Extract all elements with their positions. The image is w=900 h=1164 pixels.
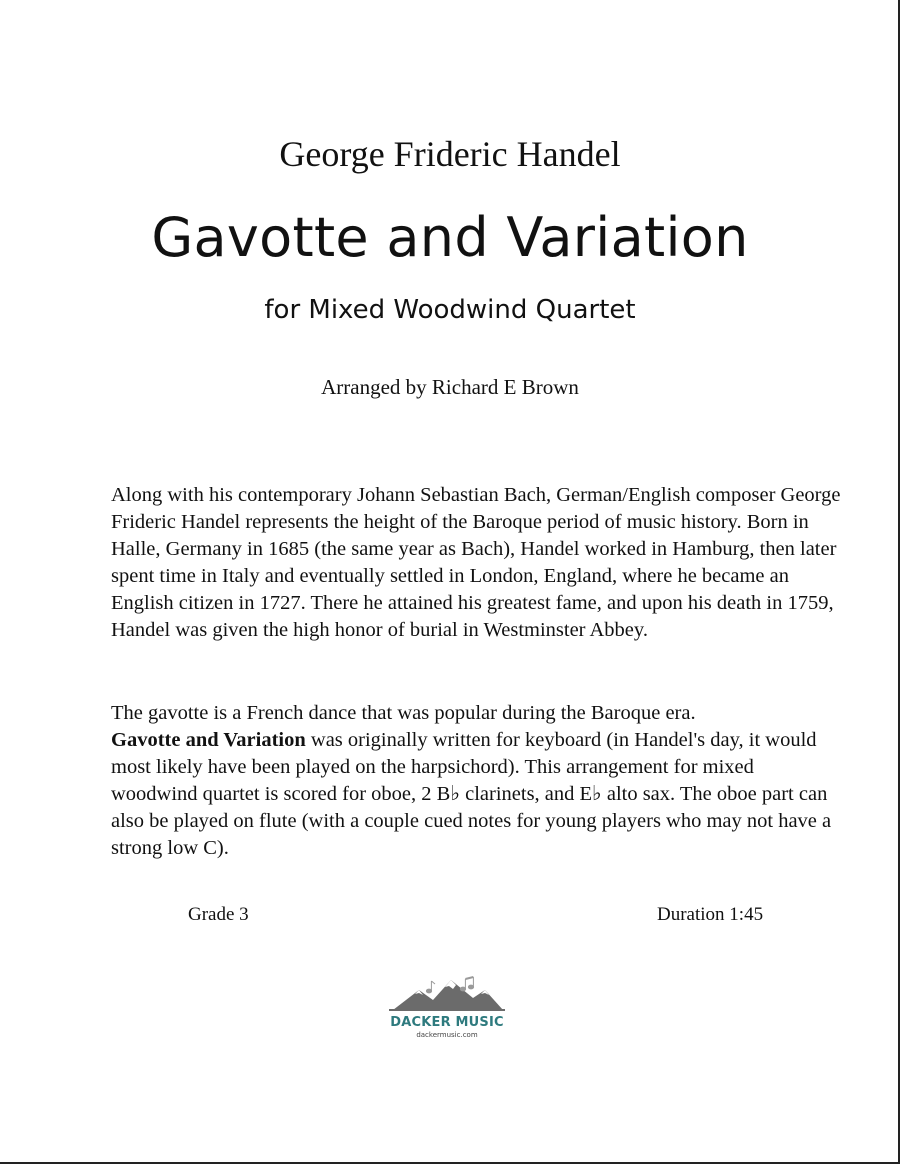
mountain-music-notes-icon [389, 976, 505, 1014]
description-bold-title: Gavotte and Variation [111, 729, 306, 751]
publisher-name: DACKER MUSIC [390, 1015, 504, 1030]
piece-title: Gavotte and Variation [151, 206, 749, 269]
publisher-logo [385, 976, 509, 1046]
duration-label: Duration 1:45 [657, 904, 764, 925]
description-paragraph [111, 700, 841, 862]
arranger-credit: Arranged by Richard E Brown [321, 375, 579, 399]
instrumentation-subtitle: for Mixed Woodwind Quartet [264, 295, 636, 325]
biography-paragraph: Along with his contemporary Johann Sebastian Bach, German/English composer George Frideric Handel represents the height of the Baroque period of music history. Born in Halle, Germany in 1685 (the same year as Bach), Handel worked in Hamburg, then later spent time in Italy and eventually settled in London, England, where he became an English citizen in 1727. There he attained his greatest fame, and upon his death in 1759, Handel was given the high honor of burial in Westminster Abbey. [111, 484, 841, 641]
grade-label: Grade 3 [188, 904, 249, 925]
publisher-url: dackermusic.com [416, 1031, 478, 1039]
description-rest: was originally written for keyboard (in Handel's day, it would most likely have been played on the harpsichord). This arrangement for mixed woodwind quartet is scored for oboe, 2 B♭ clarinets, and E♭ alto sax. The oboe part can also be played on flute (with a couple cued notes for young players who may not have a strong low C). [111, 729, 832, 859]
description-intro: The gavotte is a French dance that was popular during the Baroque era. [111, 702, 696, 724]
composer-name: George Frideric Handel [279, 134, 621, 174]
